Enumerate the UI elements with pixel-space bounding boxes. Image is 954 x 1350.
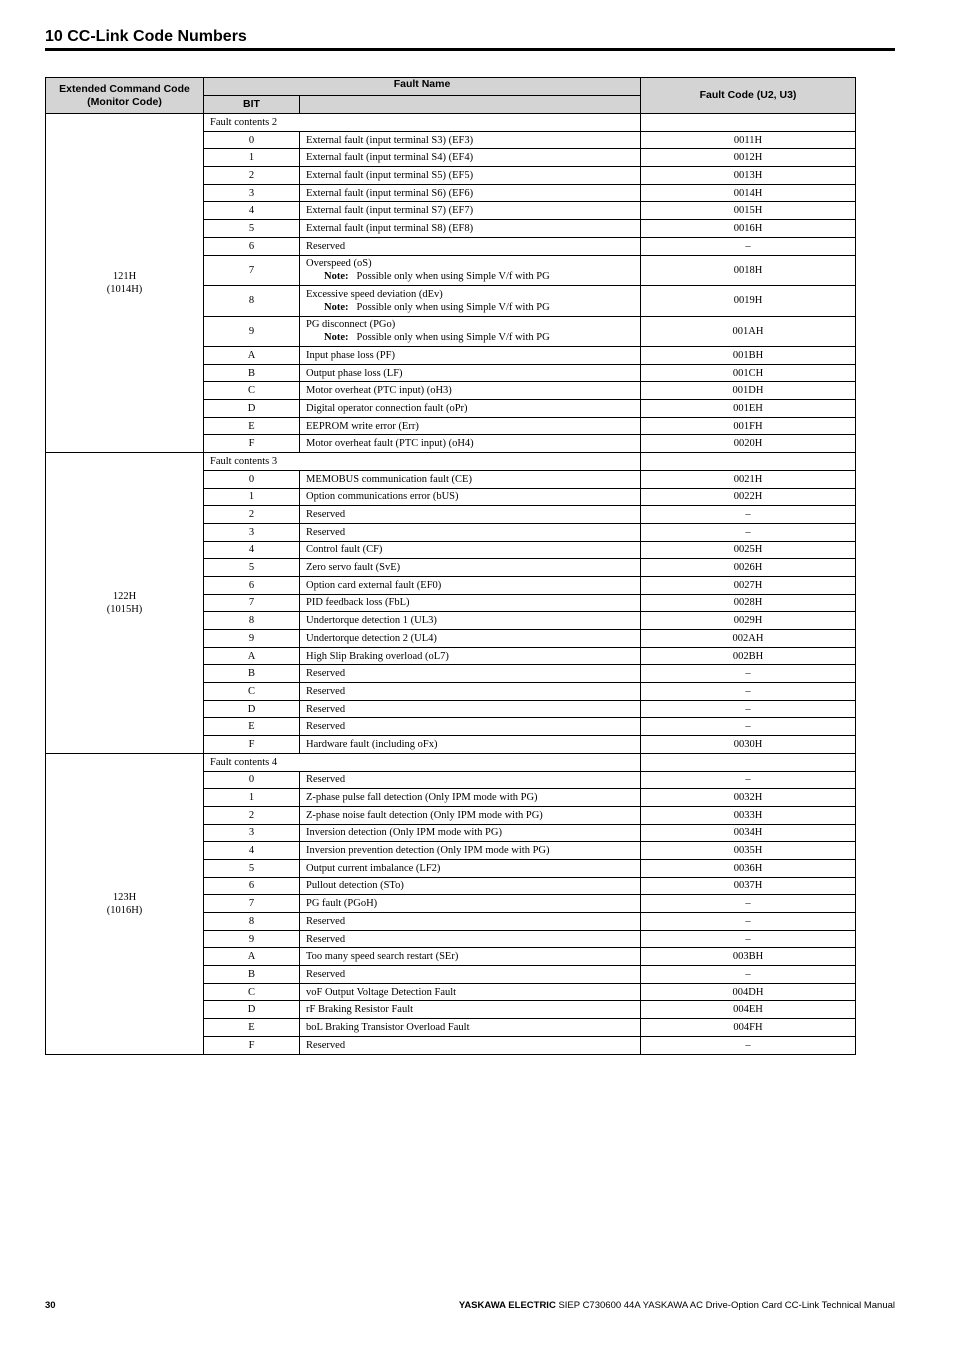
fault-name-cell [300,683,641,701]
bit-cell: F [204,736,300,754]
fault-name: Overspeed (oS) [306,258,372,270]
fault-code-cell: 004EH [641,1001,856,1019]
fault-name: MEMOBUS communication fault (CE) [306,473,472,485]
fault-name-cell [300,1036,641,1054]
fault-code-cell: 0014H [641,184,856,202]
bit-cell: A [204,647,300,665]
bit-cell: D [204,700,300,718]
fault-code-cell: – [641,895,856,913]
fault-code-cell: 001BH [641,347,856,365]
group-label-row [46,114,856,132]
note-text: Possible only when using Simple V/f with PG [356,332,550,344]
fault-name-cell [300,167,641,185]
fault-name: PID feedback loss (FbL) [306,597,410,609]
fault-name: Reserved [306,1039,346,1051]
fault-name-cell [300,488,641,506]
note-text: Possible only when using Simple V/f with PG [356,271,550,283]
page-number: 30 [45,1300,56,1311]
fault-name: Zero servo fault (SvE) [306,562,401,574]
fault-code-cell: 001DH [641,382,856,400]
fault-code-cell: 001EH [641,400,856,418]
fault-name-cell [300,806,641,824]
fault-code-cell: 0012H [641,149,856,167]
fault-name-cell [300,859,641,877]
fault-name: High Slip Braking overload (oL7) [306,650,449,662]
fault-name: Reserved [306,703,346,715]
group-label-row [46,453,856,471]
fault-code-blank [641,453,856,471]
fault-name-cell [300,877,641,895]
fault-name: Digital operator connection fault (oPr) [306,402,468,414]
fault-name-cell [300,255,641,286]
fault-code-cell: 0035H [641,842,856,860]
bit-cell: 7 [204,895,300,913]
fault-name-cell [300,237,641,255]
monitor-code: (1015H) [106,603,143,615]
fault-name: PG disconnect (PGo) [306,319,396,331]
bit-cell: C [204,983,300,1001]
fault-name-cell [300,220,641,238]
fault-name-cell [300,948,641,966]
note-line [306,331,634,344]
bit-cell: 4 [204,842,300,860]
note-line [306,301,634,314]
fault-code-cell: 0015H [641,202,856,220]
fault-name-cell [300,630,641,648]
fault-code-cell: 0029H [641,612,856,630]
fault-name-cell [300,842,641,860]
note-label: Note: [324,271,349,283]
bit-cell: 8 [204,612,300,630]
header-extended-command-code [46,78,204,114]
fault-code-cell: – [641,665,856,683]
fault-name: Input phase loss (PF) [306,349,395,361]
fault-name-cell [300,612,641,630]
fault-name: Option card external fault (EF0) [306,579,442,591]
bit-cell: 2 [204,167,300,185]
fault-name-cell [300,594,641,612]
fault-code-cell: 001CH [641,364,856,382]
fault-name-cell [300,771,641,789]
fault-code-cell: 0018H [641,255,856,286]
fault-code-cell: – [641,718,856,736]
fault-name-cell [300,316,641,347]
header-bit: BIT [204,96,300,114]
fault-code-cell: 0036H [641,859,856,877]
fault-code-cell: 0022H [641,488,856,506]
bit-cell: B [204,665,300,683]
note-line [306,270,634,283]
note-label: Note: [324,301,349,313]
fault-name-cell [300,736,641,754]
fault-name: Reserved [306,933,346,945]
fault-code-cell: 0037H [641,877,856,895]
fault-name-cell [300,1019,641,1037]
bit-cell: 0 [204,771,300,789]
fault-code-cell: – [641,523,856,541]
fault-name: Motor overheat (PTC input) (oH3) [306,385,452,397]
fault-code-cell: 0026H [641,559,856,577]
fault-name-cell [300,895,641,913]
fault-code-cell: 002BH [641,647,856,665]
fault-code-cell: – [641,930,856,948]
bit-cell: A [204,948,300,966]
fault-name: Reserved [306,915,346,927]
fault-name: Z-phase pulse fall detection (Only IPM mode with PG) [306,792,538,804]
fault-contents-label: Fault contents 3 [204,453,641,471]
fault-code-cell: 0011H [641,131,856,149]
fault-name: Inversion detection (Only IPM mode with PG) [306,827,502,839]
bit-cell: B [204,364,300,382]
fault-name: PG fault (PGoH) [306,898,378,910]
fault-name-cell [300,576,641,594]
fault-name: External fault (input terminal S5) (EF5) [306,169,474,181]
bit-cell: 0 [204,131,300,149]
bit-cell: 5 [204,859,300,877]
fault-name: Output current imbalance (LF2) [306,862,441,874]
fault-name: Reserved [306,668,346,680]
bit-cell: A [204,347,300,365]
fault-name-cell [300,966,641,984]
bit-cell: D [204,400,300,418]
fault-code-blank [641,753,856,771]
bit-cell: 1 [204,149,300,167]
header-fault-name: Fault Name [204,78,641,96]
fault-name: External fault (input terminal S4) (EF4) [306,152,474,164]
bit-cell: E [204,417,300,435]
fault-name: Reserved [306,721,346,733]
fault-name-cell [300,347,641,365]
monitor-code: (1016H) [106,904,143,916]
bit-cell: D [204,1001,300,1019]
fault-code-cell: 0019H [641,286,856,317]
fault-name-cell [300,647,641,665]
fault-name: Undertorque detection 1 (UL3) [306,615,437,627]
fault-name: Inversion prevention detection (Only IPM mode with PG) [306,845,550,857]
fault-name: Z-phase noise fault detection (Only IPM mode with PG) [306,809,543,821]
fault-name-cell [300,470,641,488]
fault-name-cell [300,149,641,167]
fault-code-cell: 0034H [641,824,856,842]
bit-cell: 5 [204,559,300,577]
fault-name: Reserved [306,968,346,980]
fault-name: Reserved [306,774,346,786]
fault-code-cell: 0016H [641,220,856,238]
fault-name-cell [300,364,641,382]
fault-code-cell: – [641,506,856,524]
fault-name-cell [300,400,641,418]
fault-name: Hardware fault (including oFx) [306,738,438,750]
fault-code-cell: 0021H [641,470,856,488]
footer-text [459,1300,895,1311]
bit-cell: 4 [204,202,300,220]
fault-name-cell [300,202,641,220]
fault-name-cell [300,541,641,559]
footer-brand: YASKAWA ELECTRIC [458,1300,556,1311]
fault-code-cell: – [641,237,856,255]
bit-cell: 0 [204,470,300,488]
fault-name-cell [300,789,641,807]
fault-name: Reserved [306,240,346,252]
bit-cell: C [204,382,300,400]
header-code-line1: Extended Command Code [59,82,190,95]
fault-name: Excessive speed deviation (dEv) [306,288,443,300]
fault-name: Option communications error (bUS) [306,491,459,503]
fault-code-cell: 0025H [641,541,856,559]
command-code: 121H [112,271,137,283]
fault-code-cell: 0013H [641,167,856,185]
bit-cell: 8 [204,913,300,931]
fault-name: Undertorque detection 2 (UL4) [306,632,437,644]
bit-cell: 2 [204,806,300,824]
bit-cell: 4 [204,541,300,559]
fault-code-cell: – [641,700,856,718]
fault-name-cell [300,382,641,400]
fault-code-table [45,77,856,1055]
fault-code-cell: 0033H [641,806,856,824]
page-title [45,28,895,51]
fault-name: voF Output Voltage Detection Fault [306,986,457,998]
fault-name: External fault (input terminal S8) (EF8) [306,222,474,234]
bit-cell: 7 [204,594,300,612]
fault-name-cell [300,700,641,718]
fault-name-cell [300,983,641,1001]
fault-name: EEPROM write error (Err) [306,420,419,432]
fault-name: Motor overheat fault (PTC input) (oH4) [306,438,474,450]
fault-name-cell [300,435,641,453]
bit-cell: 1 [204,789,300,807]
bit-cell: 9 [204,930,300,948]
note-label: Note: [324,332,349,344]
fault-name-cell [300,523,641,541]
fault-code-cell: 001FH [641,417,856,435]
fault-code-blank [641,114,856,132]
bit-cell: 3 [204,824,300,842]
fault-name-cell [300,184,641,202]
monitor-code: (1014H) [106,284,143,296]
fault-code-cell: 0030H [641,736,856,754]
fault-code-cell: – [641,913,856,931]
bit-cell: E [204,1019,300,1037]
bit-cell: 3 [204,184,300,202]
bit-cell: F [204,435,300,453]
command-code: 122H [112,590,137,602]
fault-name-cell [300,930,641,948]
fault-name-cell [300,417,641,435]
fault-contents-label: Fault contents 4 [204,753,641,771]
extended-command-code-cell [46,453,204,754]
fault-contents-label: Fault contents 2 [204,114,641,132]
fault-name-cell [300,913,641,931]
bit-cell: 6 [204,576,300,594]
section-title: 10 CC-Link Code Numbers [45,28,247,45]
fault-code-cell: 003BH [641,948,856,966]
fault-code-cell: 0032H [641,789,856,807]
fault-code-cell: 004FH [641,1019,856,1037]
fault-name-cell [300,559,641,577]
bit-cell: 3 [204,523,300,541]
fault-code-cell: – [641,771,856,789]
fault-code-cell: 0028H [641,594,856,612]
fault-name-cell [300,665,641,683]
bit-cell: 9 [204,316,300,347]
bit-cell: E [204,718,300,736]
fault-name: Reserved [306,526,346,538]
header-fault-code: Fault Code (U2, U3) [641,78,856,114]
fault-code-cell: 002AH [641,630,856,648]
command-code: 123H [112,891,137,903]
fault-name: Output phase loss (LF) [306,367,403,379]
fault-name-cell [300,1001,641,1019]
fault-name: boL Braking Transistor Overload Fault [306,1021,470,1033]
fault-name-cell [300,506,641,524]
fault-name: External fault (input terminal S3) (EF3) [306,134,474,146]
footer-manual-title: SIEP C730600 44A YASKAWA AC Drive-Option Card CC-Link Technical Manual [555,1300,895,1311]
header-code-line2: (Monitor Code) [87,95,162,108]
fault-name: External fault (input terminal S7) (EF7) [306,205,474,217]
fault-code-cell: – [641,966,856,984]
bit-cell: 6 [204,237,300,255]
bit-cell: 2 [204,506,300,524]
fault-name: External fault (input terminal S6) (EF6) [306,187,474,199]
bit-cell: 6 [204,877,300,895]
fault-name-cell [300,286,641,317]
fault-code-cell: – [641,683,856,701]
fault-name: Reserved [306,685,346,697]
bit-cell: 8 [204,286,300,317]
fault-code-cell: 0027H [641,576,856,594]
bit-cell: F [204,1036,300,1054]
fault-code-cell: 004DH [641,983,856,1001]
bit-cell: C [204,683,300,701]
fault-code-cell: – [641,1036,856,1054]
table-body [46,114,856,1055]
group-label-row [46,753,856,771]
fault-code-cell: 0020H [641,435,856,453]
bit-cell: 1 [204,488,300,506]
fault-name: Control fault (CF) [306,544,383,556]
fault-name-cell [300,131,641,149]
fault-name: Pullout detection (STo) [306,880,404,892]
fault-name-cell [300,718,641,736]
bit-cell: 7 [204,255,300,286]
fault-name-cell [300,824,641,842]
bit-cell: 5 [204,220,300,238]
bit-cell: B [204,966,300,984]
note-text: Possible only when using Simple V/f with PG [356,301,550,313]
fault-name: rF Braking Resistor Fault [306,1004,414,1016]
header-fault-name-blank [300,96,641,114]
fault-name: Too many speed search restart (SEr) [306,951,459,963]
fault-code-cell: 001AH [641,316,856,347]
extended-command-code-cell [46,114,204,453]
extended-command-code-cell [46,753,204,1054]
bit-cell: 9 [204,630,300,648]
fault-name: Reserved [306,509,346,521]
